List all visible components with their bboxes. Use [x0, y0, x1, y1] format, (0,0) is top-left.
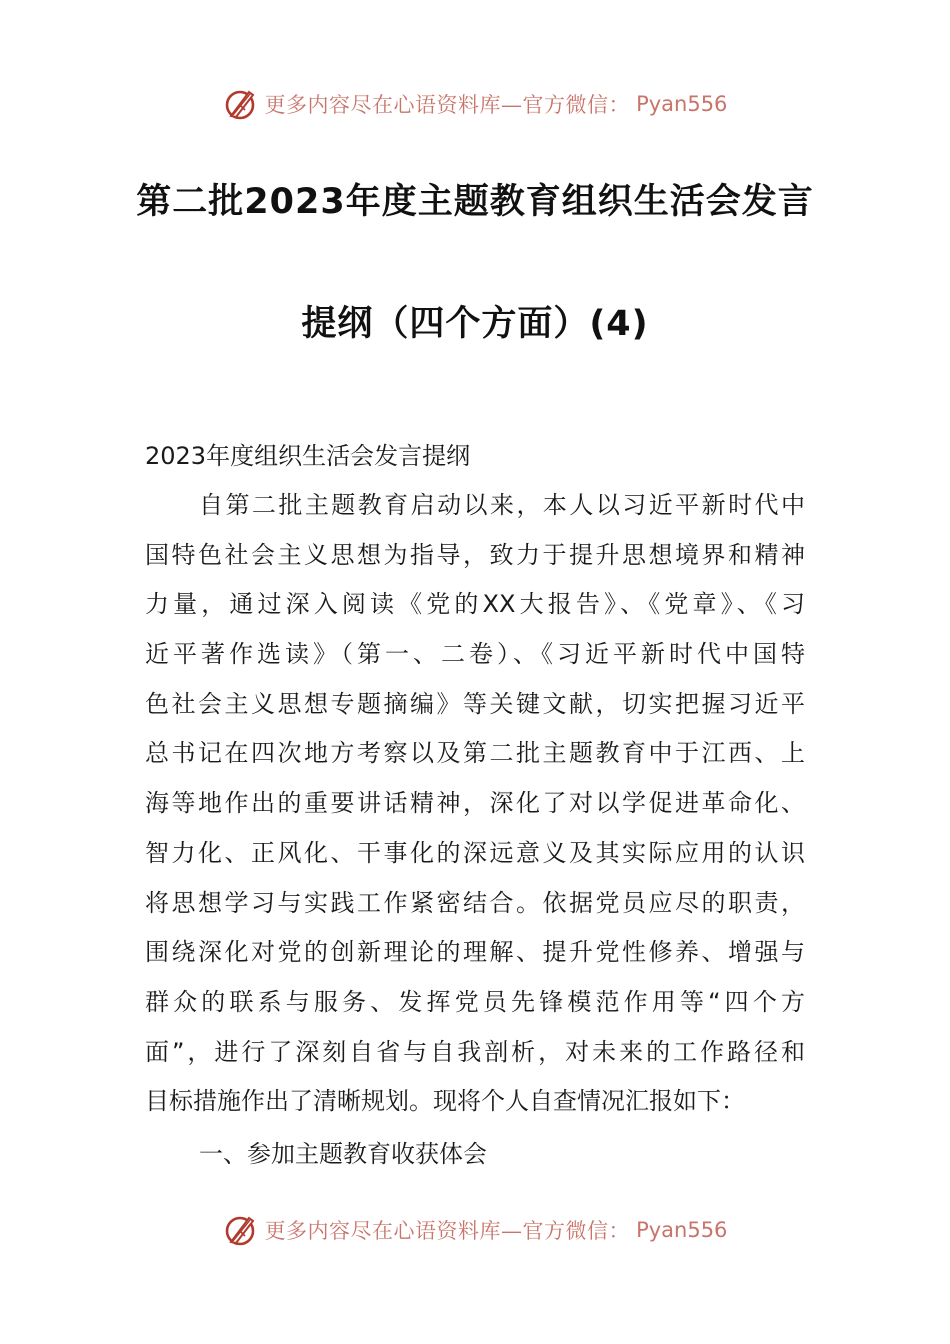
- paragraph-line: 目标措施作出了清晰规划。现将个人自查情况汇报如下：: [145, 1087, 745, 1116]
- header-banner-contact: Pyan556: [636, 92, 728, 116]
- paragraph-line: 力量，通过深入阅读《党的XX大报告》、《党章》、《习: [145, 590, 805, 619]
- paragraph-line: 近平著作选读》（第一、二卷）、《习近平新时代中国特: [145, 640, 805, 669]
- section-heading: 一、参加主题教育收获体会: [199, 1140, 487, 1168]
- quill-circle-icon: [223, 86, 259, 122]
- document-body-paragraph: [145, 481, 805, 1127]
- paragraph-line: 自第二批主题教育启动以来，本人以习近平新时代中: [199, 491, 805, 519]
- paragraph-line: 围绕深化对党的创新理论的理解、提升党性修养、增强与: [145, 938, 805, 967]
- paragraph-line: 面”，进行了深刻自省与自我剖析，对未来的工作路径和: [145, 1037, 805, 1066]
- document-title-line-1: 第二批2023年度主题教育组织生活会发言: [136, 182, 814, 222]
- header-watermark-banner: [0, 82, 950, 126]
- document-title-line-2: 提纲（四个方面）(4): [301, 304, 649, 344]
- paragraph-line: 将思想学习与实践工作紧密结合。依据党员应尽的职责，: [145, 888, 805, 917]
- paragraph-line: 群众的联系与服务、发挥党员先锋模范作用等“四个方: [145, 987, 805, 1016]
- header-banner-text: 更多内容尽在心语资料库—官方微信：: [264, 93, 631, 117]
- footer-banner-contact: Pyan556: [636, 1218, 728, 1242]
- footer-watermark-banner: [0, 1208, 950, 1252]
- quill-circle-icon: [223, 1212, 259, 1248]
- document-subtitle: 2023年度组织生活会发言提纲: [145, 442, 471, 470]
- footer-banner-text: 更多内容尽在心语资料库—官方微信：: [264, 1219, 631, 1243]
- paragraph-line: 海等地作出的重要讲话精神，深化了对以学促进革命化、: [145, 789, 805, 818]
- paragraph-line: 总书记在四次地方考察以及第二批主题教育中于江西、上: [145, 739, 805, 768]
- paragraph-line: 国特色社会主义思想为指导，致力于提升思想境界和精神: [145, 540, 805, 569]
- paragraph-line: 智力化、正风化、干事化的深远意义及其实际应用的认识: [145, 838, 805, 867]
- paragraph-line: 色社会主义思想专题摘编》等关键文献，切实把握习近平: [145, 689, 805, 718]
